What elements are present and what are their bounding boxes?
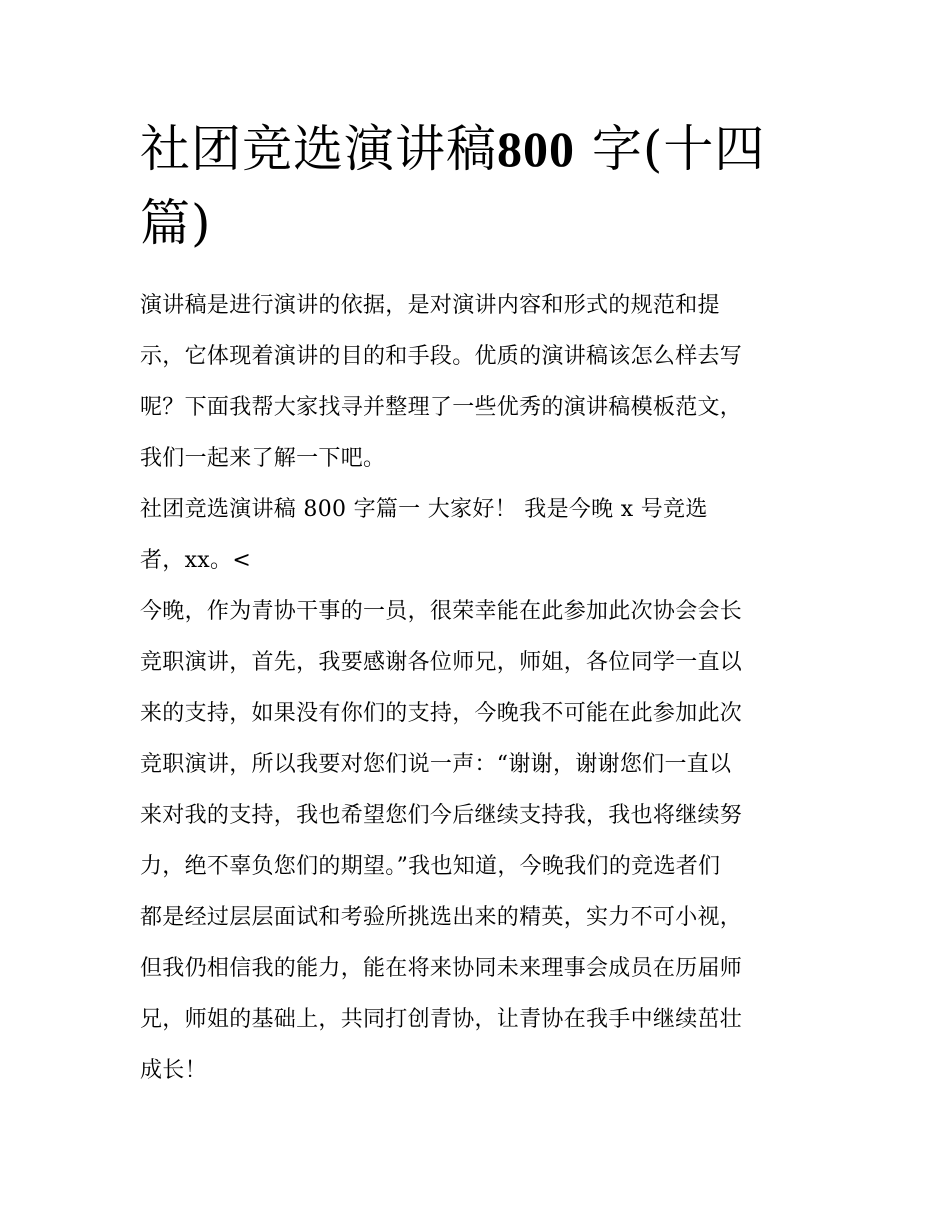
speech-paragraph [140,586,812,1096]
title-text-line2: 篇) [140,194,212,252]
paragraph-line: 力，绝不辜负您们的期望。”我也知道，今晚我们的竞选者们 [140,854,721,879]
section-heading-paragraph [140,484,812,586]
paragraph-line: 竞职演讲，首先，我要感谢各位师兄，师姐，各位同学一直以 [140,650,743,675]
paragraph-line: 示，它体现着演讲的目的和手段。优质的演讲稿该怎么样去写 [140,344,743,369]
document-body [140,280,812,1096]
paragraph-line: 成长！ [140,1058,207,1083]
paragraph-line: 今晚，作为青协干事的一员，很荣幸能在此参加此次协会会长 [140,599,743,624]
title-text: 社团竞选演讲稿 [140,120,497,178]
paragraph-line: 来的支持，如果没有你们的支持，今晚我不可能在此参加此次 [140,701,743,726]
paragraph-line: 呢？下面我帮大家找寻并整理了一些优秀的演讲稿模板范文， [140,395,743,420]
title-text-suffix: 字(十四 [591,120,766,178]
document-title [140,112,820,260]
paragraph-line: 演讲稿是进行演讲的依据，是对演讲内容和形式的规范和提 [140,293,720,318]
paragraph-line: 我们一起来了解一下吧。 [140,446,386,471]
paragraph-line: 都是经过层层面试和考验所挑选出来的精英，实力不可小视， [140,905,743,930]
paragraph-line: 兄，师姐的基础上，共同打创青协，让青协在我手中继续茁壮 [140,1007,743,1032]
paragraph-line: 但我仍相信我的能力，能在将来协同未来理事会成员在历届师 [140,956,743,981]
paragraph-line: 社团竞选演讲稿 800 字篇一 大家好！ 我是今晚 x 号竞选 [140,497,708,522]
paragraph-line: 者，xx。< [140,548,252,573]
intro-paragraph [140,280,812,484]
paragraph-line: 来对我的支持，我也希望您们今后继续支持我，我也将继续努 [140,803,743,828]
title-number: 800 [497,121,575,177]
paragraph-line: 竞职演讲，所以我要对您们说一声：“谢谢，谢谢您们一直以 [140,752,732,777]
